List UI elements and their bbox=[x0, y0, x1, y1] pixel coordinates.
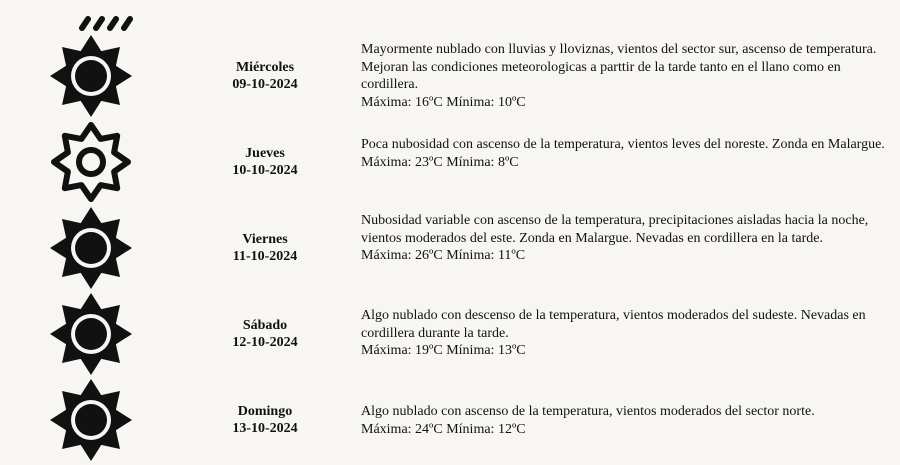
day-name: Viernes bbox=[242, 232, 288, 247]
sun-outline-icon bbox=[50, 121, 132, 203]
sun-filled-icon bbox=[50, 293, 132, 375]
day-date: 10-10-2024 bbox=[232, 163, 298, 178]
forecast-description bbox=[361, 307, 900, 360]
day-name: Miércoles bbox=[235, 60, 295, 75]
day-label bbox=[205, 145, 325, 179]
forecast-description bbox=[361, 212, 900, 265]
temperature-range: Máxima: 24ºC Mínima: 12ºC bbox=[361, 421, 526, 437]
sun-filled-icon bbox=[50, 35, 132, 117]
forecast-row bbox=[0, 121, 900, 207]
forecast-text: Poca nubosidad con ascenso de la temperatura, vientos leves del noreste. Zonda en Malargue. bbox=[361, 137, 885, 152]
forecast-row bbox=[0, 293, 900, 379]
sun-filled-icon bbox=[50, 207, 132, 289]
day-name: Jueves bbox=[245, 146, 285, 161]
day-date: 11-10-2024 bbox=[232, 249, 298, 264]
day-name: Domingo bbox=[237, 404, 293, 419]
day-label bbox=[205, 231, 325, 265]
day-label bbox=[205, 59, 325, 93]
forecast-text: Mayormente nublado con lluvias y lloviznas, vientos del sector sur, ascenso de temperatura. Mejoran las condiciones meteorologicas a parttir de la tarde tanto en el llano como en cordillera. bbox=[361, 42, 877, 92]
day-date: 13-10-2024 bbox=[232, 421, 298, 436]
forecast-row bbox=[0, 207, 900, 293]
temperature-range: Máxima: 23ºC Mínima: 8ºC bbox=[361, 154, 519, 170]
forecast-description bbox=[361, 403, 900, 438]
forecast-description bbox=[361, 41, 900, 111]
day-date: 09-10-2024 bbox=[232, 77, 298, 92]
temperature-range: Máxima: 16ºC Mínima: 10ºC bbox=[361, 94, 526, 110]
rain-icon bbox=[78, 14, 138, 32]
forecast-text: Algo nublado con descenso de la temperatura, vientos moderados del sudeste. Nevadas en cordillera durante la tarde. bbox=[361, 308, 866, 341]
sun-filled-icon bbox=[50, 379, 132, 461]
temperature-range: Máxima: 26ºC Mínima: 11ºC bbox=[361, 248, 526, 263]
forecast-row bbox=[0, 379, 900, 465]
day-name: Sábado bbox=[242, 318, 288, 333]
forecast-row bbox=[0, 35, 900, 121]
day-label bbox=[205, 317, 325, 351]
temperature-range: Máxima: 19ºC Mínima: 13ºC bbox=[361, 343, 526, 358]
forecast-text: Algo nublado con ascenso de la temperatura, vientos moderados del sector norte. bbox=[361, 404, 815, 419]
forecast-text: Nubosidad variable con ascenso de la temperatura, precipitaciones aisladas hacia la noche, vientos moderados del este. Zonda en Malargue. Nevadas en cordillera en la tarde. bbox=[361, 213, 869, 246]
forecast-description bbox=[361, 136, 900, 171]
day-label bbox=[205, 403, 325, 437]
day-date: 12-10-2024 bbox=[232, 335, 298, 350]
